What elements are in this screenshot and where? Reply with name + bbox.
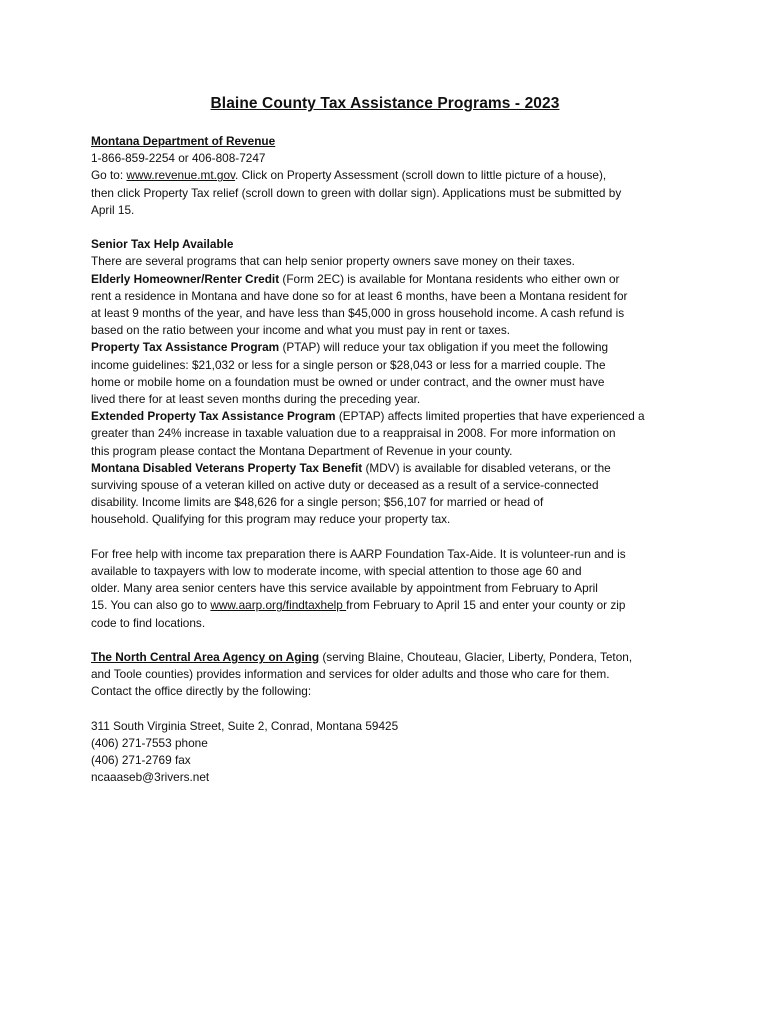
- ptap-line-2: income guidelines: $21,032 or less for a single person or $28,043 or less for a married couple. The: [91, 357, 606, 372]
- mdv-line-1: [91, 460, 683, 477]
- aarp-text-4: 15. You can also go to: [91, 598, 211, 613]
- agency-line-3: Contact the office directly by the following:: [91, 684, 312, 699]
- elderly-text-1: (Form 2EC) is available for Montana residents who either own or: [279, 271, 620, 286]
- goto-rest: . Click on Property Assessment (scroll down to little picture of a house),: [235, 168, 607, 183]
- ptap-line-3: home or mobile home on a foundation must be owned or under contract, and the owner must have: [91, 374, 605, 389]
- senior-heading: Senior Tax Help Available: [91, 237, 234, 252]
- revenue-link[interactable]: www.revenue.mt.gov: [126, 168, 236, 183]
- aarp-link[interactable]: www.aarp.org/findtaxhelp: [210, 598, 347, 613]
- agency-fax: (406) 271-2769 fax: [91, 753, 191, 768]
- ptap-program-name: Property Tax Assistance Program: [91, 340, 280, 355]
- eptap-program-name: Extended Property Tax Assistance Program: [91, 409, 336, 424]
- mdv-line-2: surviving spouse of a veteran killed on active duty or deceased as a result of a service-connected: [91, 478, 599, 493]
- eptap-line-2: greater than 24% increase in taxable valuation due to a reappraisal in 2008. For more information on: [91, 426, 616, 441]
- mdv-program-name: Montana Disabled Veterans Property Tax Benefit: [91, 460, 363, 475]
- agency-name: The North Central Area Agency on Aging: [91, 650, 320, 665]
- eptap-line-3: this program please contact the Montana Department of Revenue in your county.: [91, 443, 513, 458]
- aarp-line-2: available to taxpayers with low to moderate income, with special attention to those age 60 and: [91, 564, 582, 579]
- spacer: [91, 529, 683, 546]
- agency-text-1: (serving Blaine, Chouteau, Glacier, Liberty, Pondera, Teton,: [319, 650, 633, 665]
- elderly-line-1: [91, 271, 683, 288]
- elderly-line-3: at least 9 months of the year, and have less than $45,000 in gross household income. A cash refund is: [91, 306, 625, 321]
- document-body: [91, 133, 683, 787]
- aarp-line-4: [91, 597, 683, 614]
- agency-address: 311 South Virginia Street, Suite 2, Conrad, Montana 59425: [91, 718, 399, 733]
- spacer: [91, 219, 683, 236]
- revenue-line-3: then click Property Tax relief (scroll down to green with dollar sign). Applications must be submitted by: [91, 185, 622, 200]
- ptap-text-1: (PTAP) will reduce your tax obligation if you meet the following: [279, 340, 609, 355]
- elderly-line-4: based on the ratio between your income and what you must pay in rent or taxes.: [91, 323, 511, 338]
- elderly-program-name: Elderly Homeowner/Renter Credit: [91, 271, 280, 286]
- aarp-line-3: older. Many area senior centers have this service available by appointment from February to April: [91, 581, 598, 596]
- elderly-line-2: rent a residence in Montana and have done so for at least 6 months, have been a Montana resident for: [91, 288, 628, 303]
- ptap-line-4: lived there for at least seven months during the preceding year.: [91, 392, 421, 407]
- goto-prefix: Go to:: [91, 168, 127, 183]
- spacer: [91, 632, 683, 649]
- aarp-line-5: code to find locations.: [91, 615, 206, 630]
- spacer: [91, 701, 683, 718]
- revenue-phones: 1-866-859-2254 or 406-808-7247: [91, 151, 266, 166]
- mdv-line-4: household. Qualifying for this program may reduce your property tax.: [91, 512, 451, 527]
- revenue-line-4: April 15.: [91, 202, 135, 217]
- agency-phone: (406) 271-7553 phone: [91, 736, 208, 751]
- aarp-text-4-rest: from February to April 15 and enter your county or zip: [346, 598, 626, 613]
- ptap-line-1: [91, 339, 683, 356]
- aarp-line-1: For free help with income tax preparation there is AARP Foundation Tax-Aide. It is volunteer-run and is: [91, 546, 626, 561]
- agency-line-2: and Toole counties) provides information and services for older adults and those who care for them.: [91, 667, 610, 682]
- page-title: Blaine County Tax Assistance Programs - 2023: [210, 95, 560, 112]
- mdv-line-3: disability. Income limits are $48,626 for a single person; $56,107 for married or head of: [91, 495, 544, 510]
- revenue-heading: Montana Department of Revenue: [91, 134, 276, 148]
- mdv-text-1: (MDV) is available for disabled veterans, or the: [362, 460, 611, 475]
- eptap-text-1: (EPTAP) affects limited properties that have experienced a: [335, 409, 645, 424]
- agency-line-1: [91, 649, 683, 666]
- senior-intro: There are several programs that can help senior property owners save money on their taxes.: [91, 254, 575, 269]
- eptap-line-1: [91, 408, 683, 425]
- revenue-goto-line: [91, 167, 683, 184]
- agency-email: ncaaaseb@3rivers.net: [91, 770, 210, 785]
